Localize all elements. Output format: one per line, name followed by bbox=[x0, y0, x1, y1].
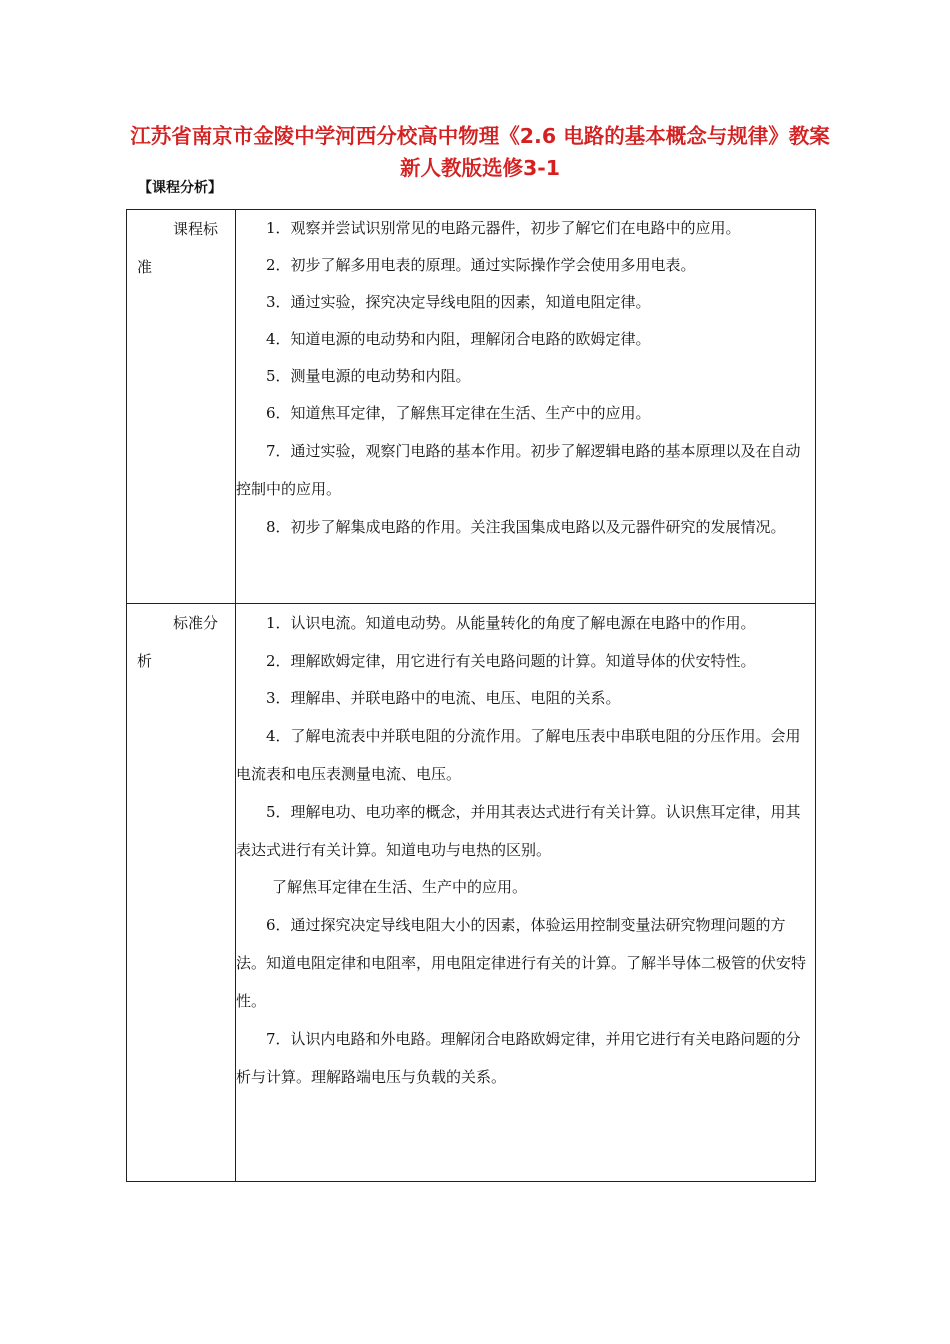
list-item: 2．初步了解多用电表的原理。通过实际操作学会使用多用电表。 bbox=[266, 256, 696, 274]
row-label-cell bbox=[127, 604, 236, 1182]
row-label-cell bbox=[127, 210, 236, 604]
course-analysis-table bbox=[126, 209, 816, 1182]
document-title: 江苏省南京市金陵中学河西分校高中物理《2.6 电路的基本概念与规律》教案 新人教版选修3-1 bbox=[130, 124, 830, 180]
list-item: 6．知道焦耳定律，了解焦耳定律在生活、生产中的应用。 bbox=[266, 404, 651, 422]
list-item: 6．通过探究决定导线电阻大小的因素，体验运用控制变量法研究物理问题的方法。知道电阻定律和电阻率，用电阻定律进行有关的计算。了解半导体二极管的伏安特性。 bbox=[236, 916, 807, 1010]
row-label: 标准分析 bbox=[137, 614, 219, 670]
row-label: 课程标准 bbox=[137, 220, 219, 276]
list-item: 8．初步了解集成电路的作用。关注我国集成电路以及元器件研究的发展情况。 bbox=[266, 518, 786, 536]
list-item: 5．理解电功、电功率的概念，并用其表达式进行有关计算。认识焦耳定律，用其表达式进行有关计算。知道电功与电热的区别。 bbox=[236, 803, 801, 859]
list-item: 5．测量电源的电动势和内阻。 bbox=[266, 367, 471, 385]
section-heading: 【课程分析】 bbox=[138, 180, 222, 196]
table-row bbox=[127, 210, 816, 604]
list-item: 4．知道电源的电动势和内阻，理解闭合电路的欧姆定律。 bbox=[266, 330, 651, 348]
list-item: 7．认识内电路和外电路。理解闭合电路欧姆定律，并用它进行有关电路问题的分析与计算。理解路端电压与负载的关系。 bbox=[236, 1030, 801, 1086]
table-row bbox=[127, 604, 816, 1182]
list-item: 3．通过实验，探究决定导线电阻的因素，知道电阻定律。 bbox=[266, 293, 651, 311]
list-item: 2．理解欧姆定律，用它进行有关电路问题的计算。知道导体的伏安特性。 bbox=[266, 652, 756, 670]
list-item: 1．观察并尝试识别常见的电路元器件，初步了解它们在电路中的应用。 bbox=[266, 219, 741, 237]
list-item: 了解焦耳定律在生活、生产中的应用。 bbox=[272, 878, 528, 896]
list-item: 3．理解串、并联电路中的电流、电压、电阻的关系。 bbox=[266, 689, 621, 707]
row-content-cell bbox=[236, 210, 816, 604]
list-item: 1．认识电流。知道电动势。从能量转化的角度了解电源在电路中的作用。 bbox=[266, 614, 756, 632]
list-item: 7．通过实验，观察门电路的基本作用。初步了解逻辑电路的基本原理以及在自动控制中的应用。 bbox=[236, 442, 801, 498]
list-item: 4．了解电流表中并联电阻的分流作用。了解电压表中串联电阻的分压作用。会用电流表和电压表测量电流、电压。 bbox=[236, 727, 801, 783]
row-content-cell bbox=[236, 604, 816, 1182]
